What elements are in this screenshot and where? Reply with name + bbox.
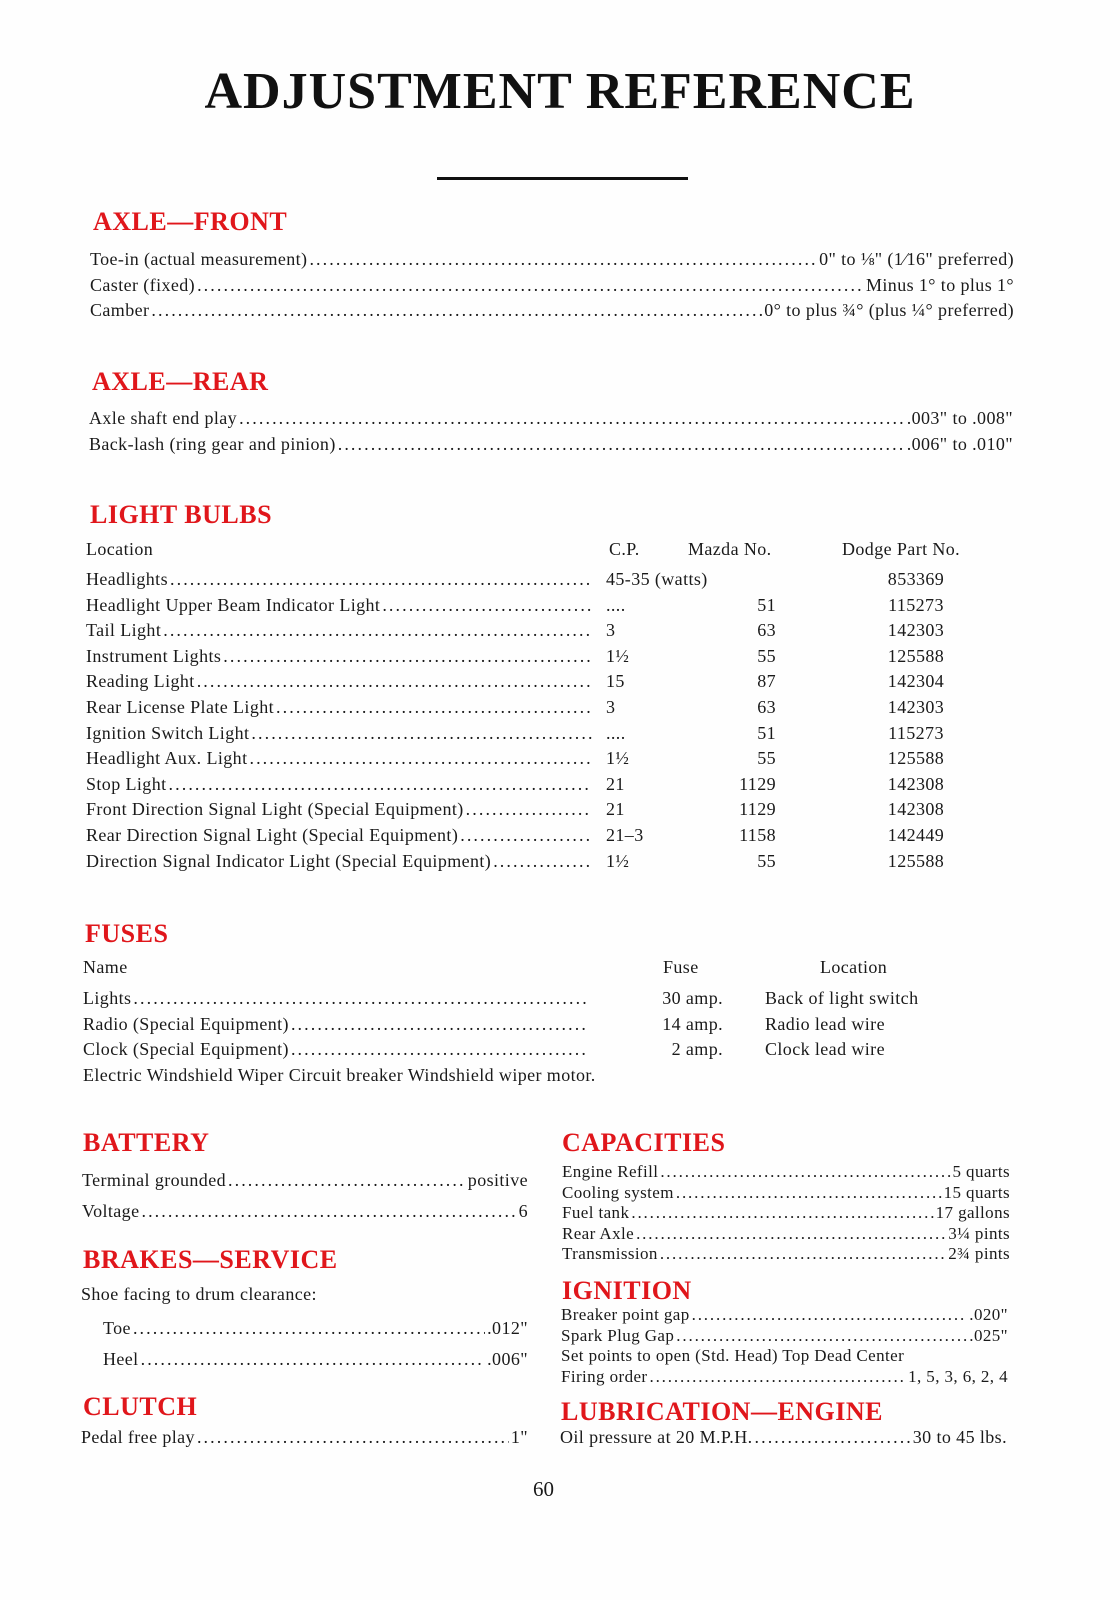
column-header: Name (83, 957, 128, 977)
row-label: Oil pressure at 20 M.P.H. (560, 1427, 753, 1447)
dot-leader (163, 618, 592, 644)
capacities-list (562, 1162, 1010, 1265)
location-label: Rear License Plate Light (86, 696, 275, 717)
dot-leader (276, 695, 592, 721)
list-row (561, 1326, 1008, 1347)
row-label: Toe (103, 1318, 131, 1338)
dot-leader (151, 298, 762, 324)
ignition-heading: IGNITION (562, 1276, 692, 1305)
row-value: .025" (969, 1325, 1008, 1345)
row-label: Pedal free play (81, 1427, 195, 1447)
table-row (86, 797, 1006, 823)
table-row (86, 593, 1006, 619)
location-cell: Back of light switch (765, 988, 919, 1008)
table-row (86, 618, 1006, 644)
list-row (103, 1313, 528, 1344)
dot-leader (197, 669, 592, 695)
location-cell (86, 593, 594, 619)
list-row (90, 298, 1014, 324)
name-cell (83, 1012, 588, 1038)
row-value: positive (467, 1170, 528, 1190)
row-label: Transmission (562, 1244, 658, 1263)
mazda-cell: 63 (757, 620, 776, 641)
dot-leader (249, 746, 592, 772)
dot-leader (223, 644, 592, 670)
name-cell (83, 986, 588, 1012)
cp-cell: 45-35 (watts) (606, 569, 708, 589)
fuses-table (83, 955, 983, 1088)
row-value: Minus 1° to plus 1° (865, 274, 1014, 295)
brakes-heading: BRAKES—SERVICE (83, 1245, 338, 1274)
list-row (561, 1346, 1008, 1367)
part-cell: 125588 (887, 748, 945, 769)
location-label: Direction Signal Indicator Light (Special Equipment) (86, 850, 492, 871)
location-label: Instrument Lights (86, 645, 222, 666)
row-label: Breaker point gap (561, 1305, 690, 1324)
lubrication-list (560, 1425, 1007, 1451)
location-cell (86, 823, 594, 849)
table-header (83, 955, 983, 986)
dot-leader (309, 247, 817, 273)
dot-leader (291, 1012, 586, 1038)
page-number: 60 (533, 1477, 554, 1501)
row-value: 2¾ pints (948, 1244, 1010, 1263)
row-label: Camber (90, 300, 150, 321)
location-cell (86, 721, 594, 747)
dot-leader (631, 1203, 933, 1224)
location-cell (86, 849, 594, 875)
mazda-cell: 63 (757, 696, 776, 717)
dot-leader (133, 1313, 485, 1344)
table-row (86, 849, 1006, 875)
fuse-cell: 2 amp. (671, 1039, 723, 1060)
row-value: 15 quarts (943, 1182, 1010, 1202)
row-label: Caster (fixed) (90, 274, 196, 295)
row-label: Back-lash (ring gear and pinion) (89, 433, 336, 454)
table-row (86, 644, 1006, 670)
dot-leader (676, 1183, 942, 1204)
fuse-name: Clock (Special Equipment) (83, 1039, 289, 1060)
cp-cell: 15 (606, 671, 625, 692)
capacities-heading: CAPACITIES (562, 1128, 726, 1157)
row-label: Fuel tank (562, 1203, 630, 1222)
cp-cell: 3 (606, 696, 616, 717)
axle-rear-list (89, 406, 1013, 457)
dot-leader (660, 1244, 946, 1265)
part-cell: 142308 (887, 773, 945, 794)
row-label: Toe-in (actual measurement) (90, 249, 308, 269)
brakes-list (103, 1313, 528, 1375)
column-header: Fuse (663, 957, 699, 977)
dot-leader (636, 1224, 946, 1245)
column-header: Mazda No. (688, 539, 772, 559)
list-row (562, 1224, 1010, 1245)
list-row (90, 273, 1014, 299)
table-row (86, 567, 1006, 593)
row-value: 0° to plus ¾° (plus ¼° preferred) (764, 300, 1014, 321)
list-row (89, 406, 1013, 432)
cp-cell: 21–3 (606, 824, 644, 845)
location-cell: Radio lead wire (765, 1013, 885, 1034)
row-value: 1" (510, 1427, 528, 1447)
row-label: Cooling system (562, 1182, 674, 1202)
location-cell (86, 746, 594, 772)
row-value: 5 quarts (952, 1162, 1010, 1181)
cp-cell: 1½ (606, 748, 630, 769)
row-label: Set points to open (Std. Head) Top Dead Center (561, 1346, 905, 1365)
dot-leader (291, 1037, 586, 1063)
part-cell: 853369 (887, 569, 945, 589)
axle-front-list (90, 247, 1014, 324)
lubrication-heading: LUBRICATION—ENGINE (561, 1397, 884, 1426)
part-cell: 115273 (888, 722, 944, 743)
location-cell (86, 772, 594, 798)
mazda-cell: 55 (757, 748, 776, 769)
cp-cell: 3 (606, 620, 616, 641)
mazda-cell: 1129 (739, 773, 776, 794)
list-row (562, 1203, 1010, 1224)
table-row (86, 695, 1006, 721)
dot-leader (197, 1425, 509, 1451)
dot-leader (239, 406, 905, 432)
fuses-heading: FUSES (85, 919, 169, 948)
row-label: Engine Refill (562, 1162, 659, 1181)
dot-leader (197, 273, 864, 299)
part-cell: 142303 (887, 696, 945, 717)
row-value: 30 to 45 lbs. (912, 1427, 1007, 1447)
dot-leader (460, 823, 592, 849)
part-cell: 142304 (887, 671, 945, 692)
mazda-cell: 87 (757, 671, 776, 692)
list-row (82, 1196, 528, 1227)
dot-leader (649, 1367, 906, 1388)
fuses-note: Electric Windshield Wiper Circuit breaker Windshield wiper motor. (83, 1064, 596, 1085)
mazda-cell: 51 (757, 722, 776, 743)
location-label: Tail Light (86, 620, 162, 641)
cp-cell: .... (606, 594, 626, 615)
row-label: Heel (103, 1349, 139, 1369)
table-row (86, 823, 1006, 849)
column-header: Location (820, 957, 888, 977)
cp-cell: 21 (606, 799, 625, 820)
ignition-list (561, 1305, 1008, 1387)
mazda-cell: 55 (757, 645, 776, 666)
location-cell (86, 695, 594, 721)
table-row (86, 772, 1006, 798)
mazda-cell: 1158 (739, 824, 776, 845)
row-value: .012" (487, 1318, 528, 1338)
row-value: .006" (487, 1349, 528, 1369)
dot-leader (228, 1165, 466, 1196)
column-header: C.P. (609, 539, 640, 559)
list-row (561, 1305, 1008, 1326)
cp-cell: 21 (606, 773, 625, 794)
dot-leader (133, 986, 586, 1012)
location-cell (86, 567, 594, 593)
fuse-name: Lights (83, 988, 132, 1008)
column-header: Location (86, 539, 154, 559)
location-cell (86, 669, 594, 695)
light-bulbs-heading: LIGHT BULBS (90, 500, 273, 529)
dot-leader (338, 432, 905, 458)
location-label: Front Direction Signal Light (Special Equipment) (86, 799, 464, 820)
dot-leader (170, 567, 592, 593)
list-row (562, 1162, 1010, 1183)
location-label: Headlight Aux. Light (86, 748, 248, 769)
axle-rear-heading: AXLE—REAR (92, 367, 269, 396)
location-cell: Clock lead wire (765, 1039, 885, 1060)
row-value: 17 gallons (935, 1203, 1010, 1222)
row-value: 0" to ⅛" (1⁄16" preferred) (819, 249, 1014, 269)
list-row (103, 1344, 528, 1375)
location-cell (86, 644, 594, 670)
dot-leader (692, 1305, 968, 1326)
dot-leader (251, 721, 592, 747)
cp-cell: 1½ (606, 645, 630, 666)
row-value: 1, 5, 3, 6, 2, 4 (908, 1366, 1008, 1386)
location-label: Rear Direction Signal Light (Special Equipment) (86, 824, 459, 845)
row-value: .003" to .008" (906, 408, 1013, 428)
axle-front-heading: AXLE—FRONT (93, 207, 288, 236)
location-cell (86, 797, 594, 823)
fuse-cell: 30 amp. (662, 988, 723, 1008)
row-label: Axle shaft end play (89, 408, 238, 428)
name-cell (83, 1037, 588, 1063)
cp-cell: .... (606, 722, 626, 743)
brakes-intro: Shoe facing to drum clearance: (81, 1284, 317, 1304)
list-row (562, 1244, 1010, 1265)
table-row (86, 721, 1006, 747)
battery-heading: BATTERY (83, 1128, 210, 1157)
dot-leader (466, 797, 592, 823)
row-value: 6 (518, 1201, 528, 1221)
dot-leader (755, 1425, 911, 1451)
dot-leader (141, 1196, 516, 1227)
part-cell: 115273 (888, 594, 944, 615)
dot-leader (141, 1344, 486, 1375)
mazda-cell: 1129 (739, 799, 776, 820)
list-row (82, 1165, 528, 1196)
battery-list (82, 1165, 528, 1227)
list-row (89, 432, 1013, 458)
table-row (83, 986, 983, 1012)
column-header: Dodge Part No. (842, 539, 961, 559)
list-row (560, 1425, 1007, 1451)
row-value: .006" to .010" (906, 433, 1013, 454)
fuse-name: Radio (Special Equipment) (83, 1013, 289, 1034)
light-bulbs-table (86, 537, 1006, 874)
list-row (561, 1367, 1008, 1388)
location-cell (86, 618, 594, 644)
part-cell: 142308 (887, 799, 945, 820)
dot-leader (382, 593, 592, 619)
part-cell: 142449 (887, 824, 945, 845)
location-label: Ignition Switch Light (86, 722, 250, 743)
fuse-cell: 14 amp. (662, 1013, 723, 1034)
row-value: 3¼ pints (948, 1223, 1010, 1243)
location-label: Headlights (86, 569, 168, 589)
mazda-cell: 51 (757, 594, 776, 615)
list-row (562, 1183, 1010, 1204)
dot-leader (660, 1162, 950, 1183)
title-divider (437, 177, 688, 180)
clutch-heading: CLUTCH (83, 1392, 198, 1421)
row-label: Firing order (561, 1366, 648, 1386)
dot-leader (676, 1326, 967, 1347)
table-row (83, 1037, 983, 1063)
location-label: Reading Light (86, 671, 195, 692)
part-cell: 142303 (887, 620, 945, 641)
part-cell: 125588 (887, 850, 945, 871)
part-cell: 125588 (887, 645, 945, 666)
clutch-list (81, 1425, 528, 1451)
dot-leader (493, 849, 592, 875)
row-label: Rear Axle (562, 1223, 635, 1243)
row-label: Voltage (82, 1201, 140, 1221)
table-header (86, 537, 1006, 567)
row-label: Spark Plug Gap (561, 1325, 675, 1345)
page-title: ADJUSTMENT REFERENCE (204, 63, 916, 120)
mazda-cell: 55 (757, 850, 776, 871)
location-label: Headlight Upper Beam Indicator Light (86, 594, 381, 615)
dot-leader (169, 772, 592, 798)
table-row (83, 1012, 983, 1038)
location-label: Stop Light (86, 773, 167, 794)
list-row (81, 1425, 528, 1451)
row-value: .020" (969, 1305, 1008, 1324)
table-row (86, 746, 1006, 772)
table-row (86, 669, 1006, 695)
row-label: Terminal grounded (82, 1170, 226, 1190)
list-row (90, 247, 1014, 273)
cp-cell: 1½ (606, 850, 630, 871)
